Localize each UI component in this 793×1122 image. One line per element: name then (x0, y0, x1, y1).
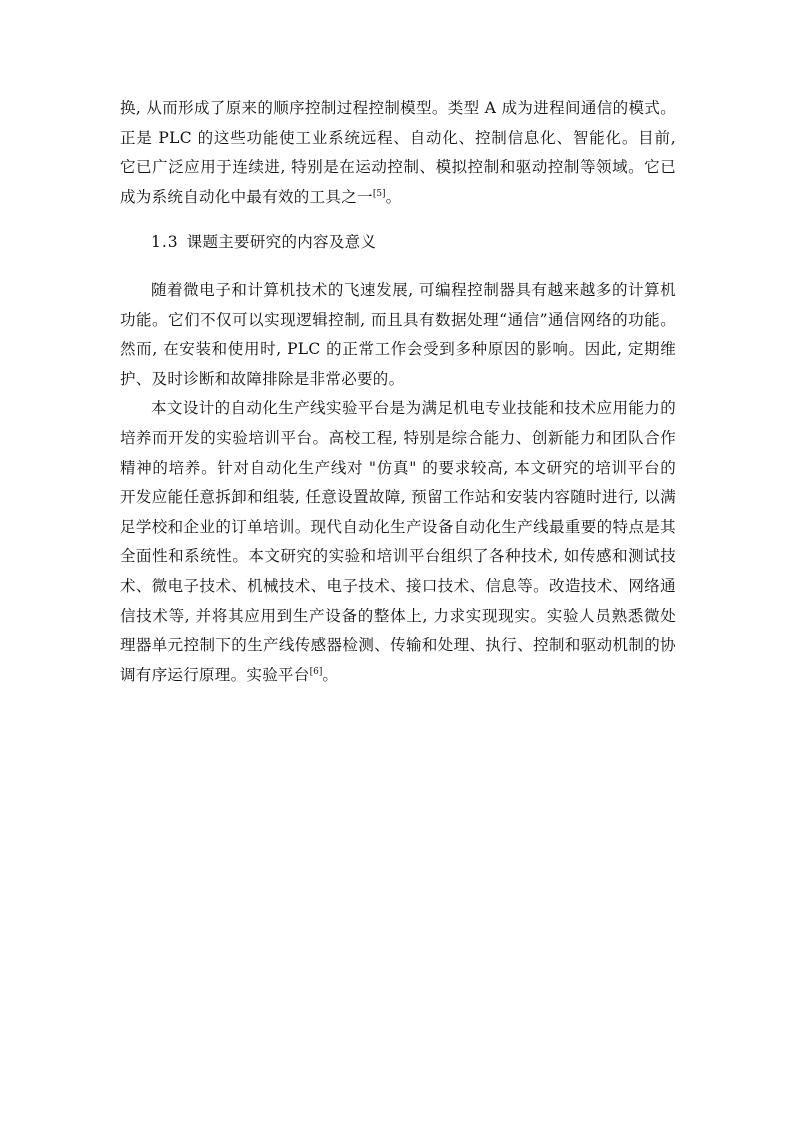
paragraph-text: 换, 从而形成了原来的顺序控制过程控制模型。类型 A 成为进程间通信的模式。正是 PLC 的这些功能使工业系统远程、自动化、控制信息化、智能化。目前, 它已广泛应用于连续进, 特别是在运动控制、模拟控制和驱动控制等领域。它已成为系统自动化中最有效的工具之一 (120, 99, 676, 206)
paragraph-continued (120, 94, 676, 212)
section-title: 课题主要研究的内容及意义 (186, 233, 377, 252)
paragraph-end: 。 (322, 665, 339, 684)
paragraph-text: 随着微电子和计算机技术的飞速发展, 可编程控制器具有越来越多的计算机功能。它们不仅可以实现逻辑控制, 而且具有数据处理“通信”通信网络的功能。然而, 在安装和使用时, PLC 的正常工作会受到多种原因的影响。因此, 定期维护、及时诊断和故障排除是非常必要的。 (120, 280, 676, 388)
paragraph (120, 394, 676, 690)
citation-ref: [5] (372, 188, 386, 199)
paragraph-text: 本文设计的自动化生产线实验平台是为满足机电专业技能和技术应用能力的培养而开发的实验培训平台。高校工程, 特别是综合能力、创新能力和团队合作精神的培养。针对自动化生产线对 "仿真" 的要求较高, 本文研究的培训平台的开发应能任意拆卸和组装, 任意设置故障, 预留工作站和安装内容随时进行, 以满足学校和企业的订单培训。现代自动化生产设备自动化生产线最重要的特点是其全面性和系统性。本文研究的实验和培训平台组织了各种技术, 如传感和测试技术、微电子技术、机械技术、电子技术、接口技术、信息等。改造技术、网络通信技术等, 并将其应用到生产设备的整体上, 力求实现现实。实验人员熟悉微处理器单元控制下的生产线传感器检测、传输和处理、执行、控制和驱动机制的协调有序运行原理。实验平台 (120, 399, 676, 684)
citation-ref: [6] (309, 666, 323, 677)
section-number: 1.3 (151, 233, 179, 252)
paragraph-end: 。 (385, 187, 402, 206)
paragraph (120, 276, 676, 394)
section-heading (120, 228, 676, 258)
document-body (120, 94, 676, 690)
